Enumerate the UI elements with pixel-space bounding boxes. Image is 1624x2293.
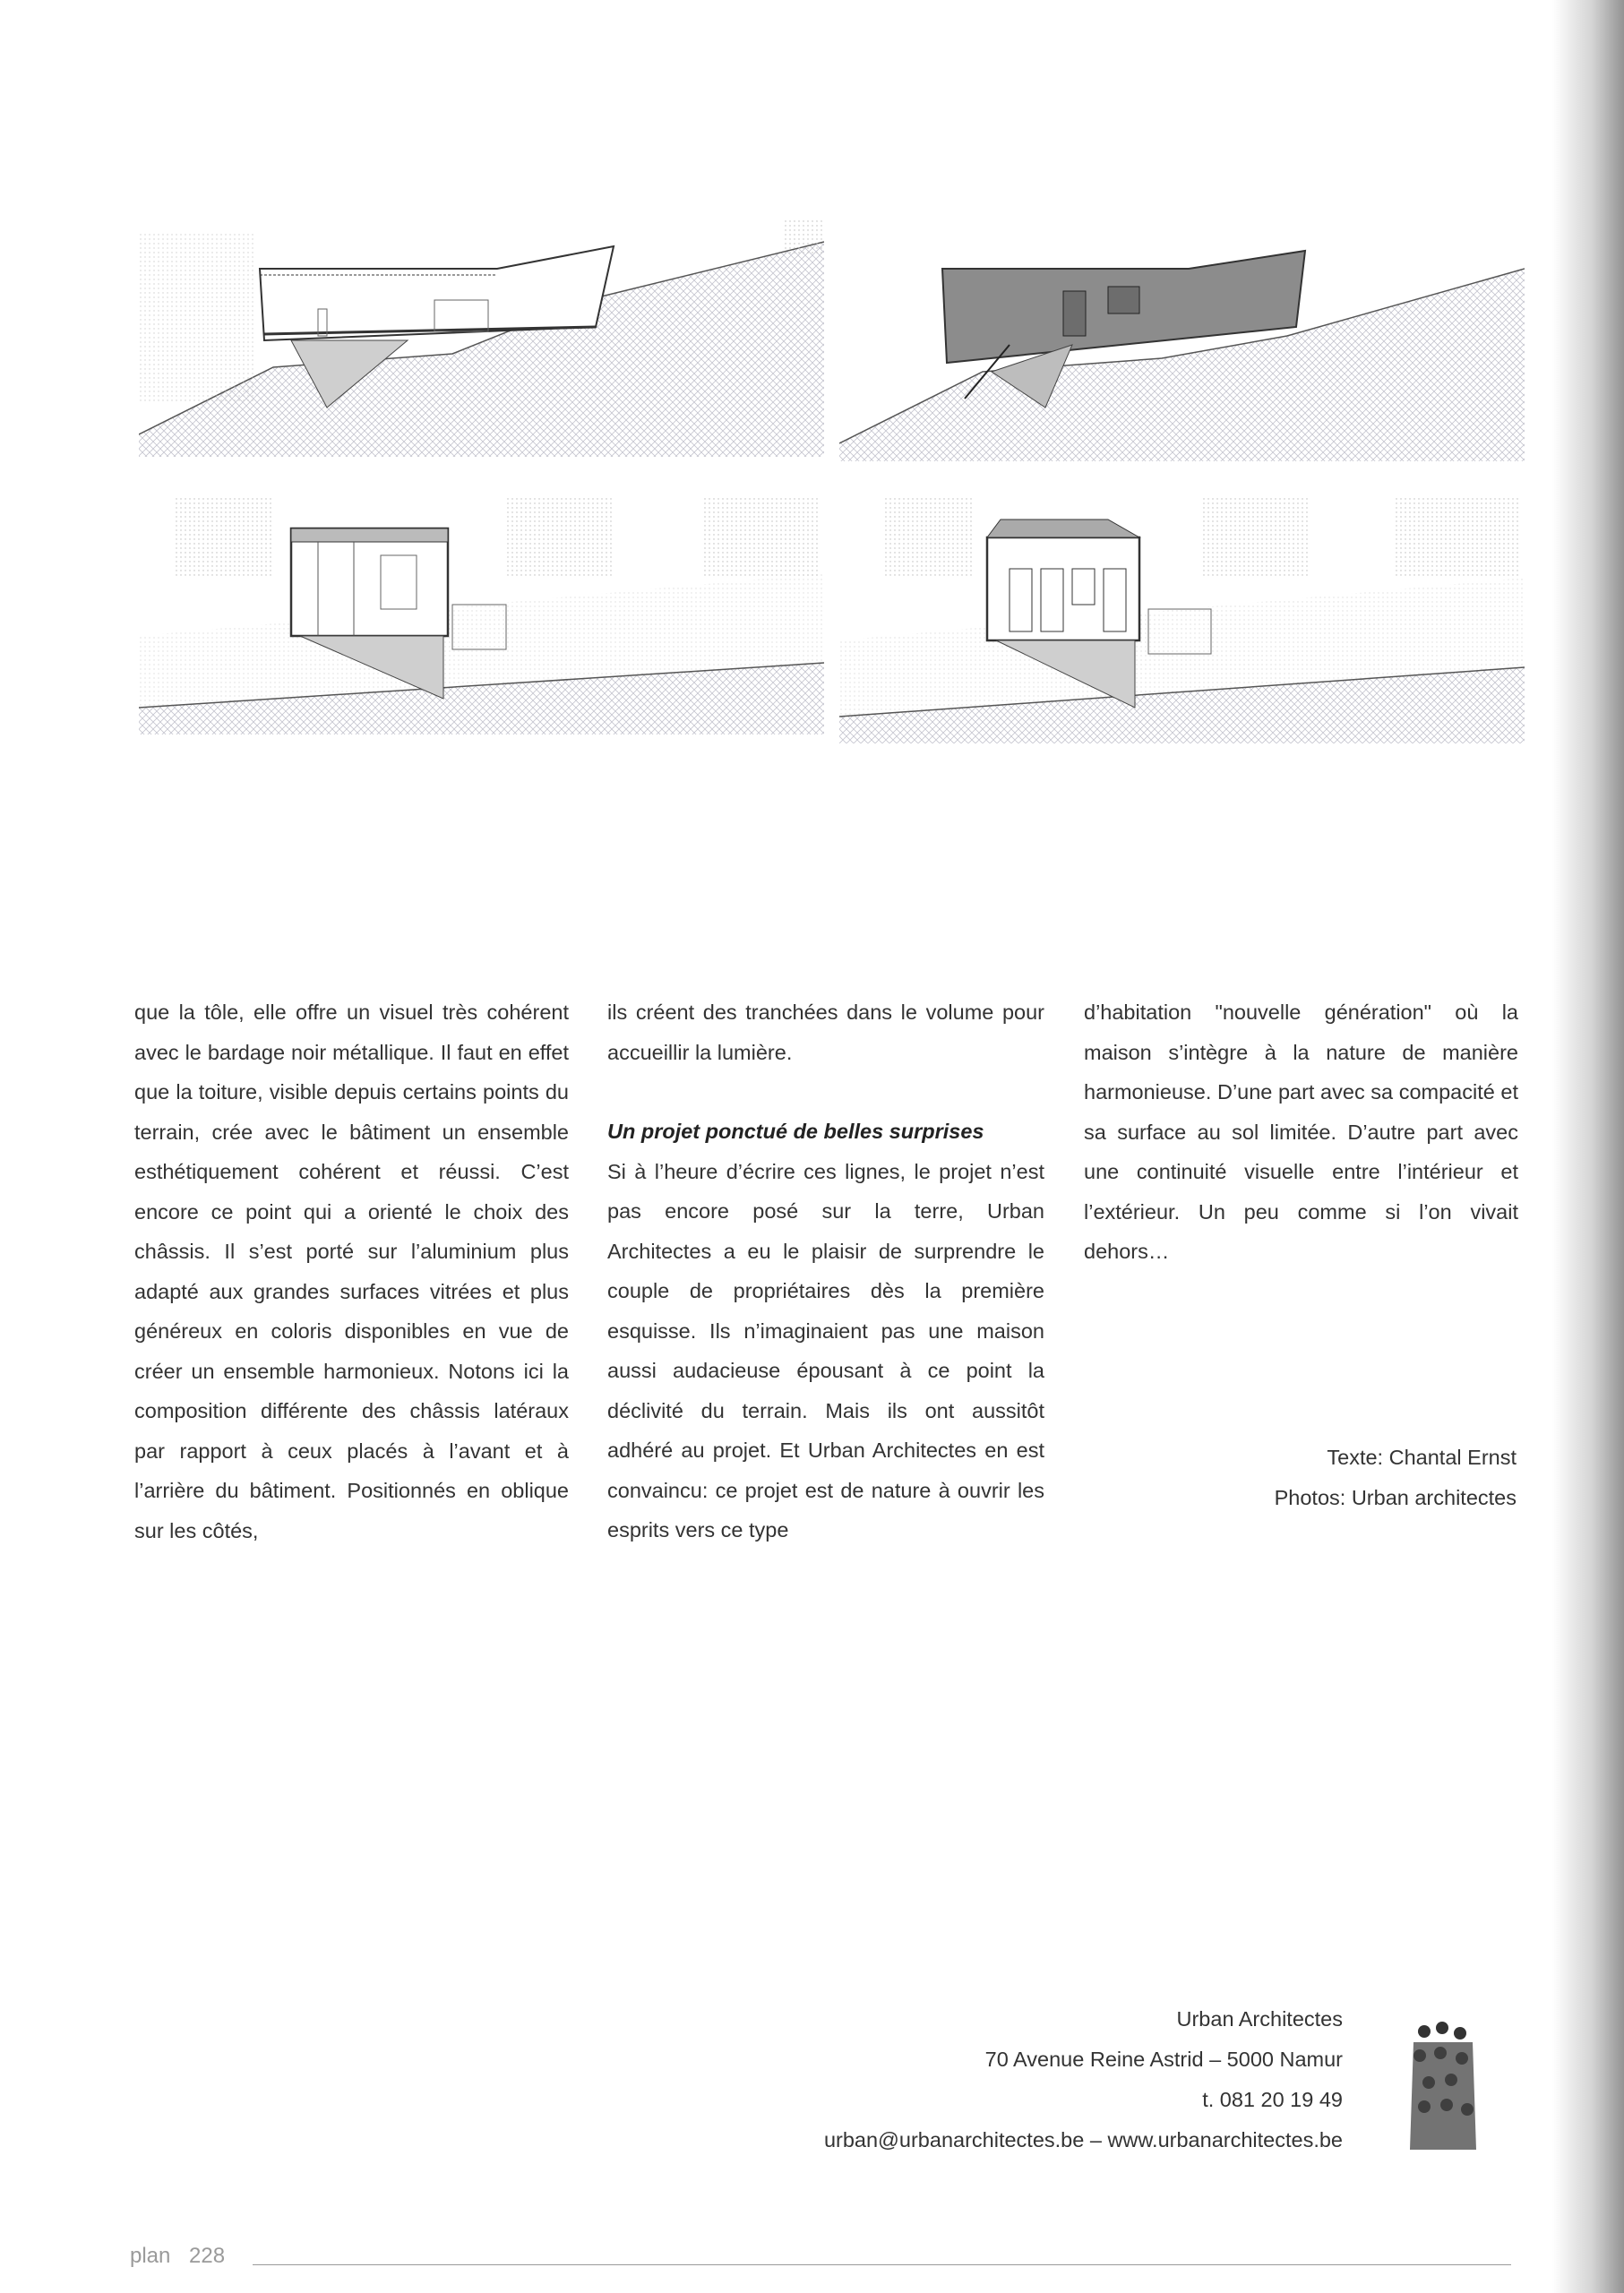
article-paragraph: d’habitation "nouvelle génération" où la maison s’intègre à la nature de manière harmonieuse. D’une part avec sa compacité et sa surface au sol limitée. D’autre part avec une continuité visuelle entre l’intérieur et l’extérieur. Un peu comme si l’on vivait dehors… xyxy=(1084,1001,1518,1263)
photo-credit: Photos: Urban architectes xyxy=(1274,1486,1517,1509)
text-column-left xyxy=(134,992,569,1550)
firm-name: Urban Architectes xyxy=(1176,2007,1343,2031)
firm-phone: t. 081 20 19 49 xyxy=(1202,2088,1343,2111)
section-subheading: Un projet ponctué de belles surprises xyxy=(607,1120,984,1143)
firm-web: urban@urbanarchitectes.be – www.urbanarchitectes.be xyxy=(823,2128,1343,2151)
text-column-right xyxy=(1084,992,1518,1272)
elevation-drawing-longitudinal xyxy=(839,219,1525,461)
section-drawing-transverse xyxy=(139,493,824,734)
footer-rule xyxy=(253,2264,1511,2265)
text-credit: Texte: Chantal Ernst xyxy=(1327,1446,1517,1469)
section-drawing-longitudinal xyxy=(139,219,824,457)
text-column-middle xyxy=(607,992,1044,1550)
magazine-name: plan xyxy=(130,2244,171,2268)
firm-address: 70 Avenue Reine Astrid – 5000 Namur xyxy=(984,2048,1343,2071)
article-paragraph: ils créent des tranchées dans le volume pour accueillir la lumière. xyxy=(607,1001,1044,1064)
article-paragraph: Si à l’heure d’écrire ces lignes, le projet n’est pas encore posé sur la terre, Urban Architectes a eu le plaisir de surprendre le couple de propriétaires dès la première esquisse. Ils n’imaginaient pas une maison aussi audacieuse épousant à ce point la déclivité du terrain. Mais ils ont aussitôt adhéré au projet. Et Urban Architectes en est convaincu: ce projet est de nature à ouvrir les esprits vers ce type xyxy=(607,1159,1044,1542)
elevation-drawing-transverse xyxy=(839,493,1525,743)
credits xyxy=(1275,1438,1517,1518)
architect-contact xyxy=(824,1999,1343,2160)
page-binding-shadow xyxy=(1552,0,1624,2293)
page-number: 228 xyxy=(189,2244,226,2268)
page-footer xyxy=(130,2244,225,2269)
article-paragraph: que la tôle, elle offre un visuel très cohérent avec le bardage noir métallique. Il faut en effet que la toiture, visible depuis certains points du terrain, crée avec le bâtiment un ensemble esthétiquement cohérent et réussi. C’est encore ce point qui a orienté le choix des châssis. Il s’est porté sur l’aluminium plus adapté aux grandes surfaces vitrées et plus généreux en coloris disponibles en vue de créer un ensemble harmonieux. Notons ici la composition différente des châssis latéraux par rapport à ceux placés à l’avant et à l’arrière du bâtiment. Positionnés en oblique sur les côtés, xyxy=(134,1001,569,1542)
team-photo xyxy=(1406,2015,1480,2151)
